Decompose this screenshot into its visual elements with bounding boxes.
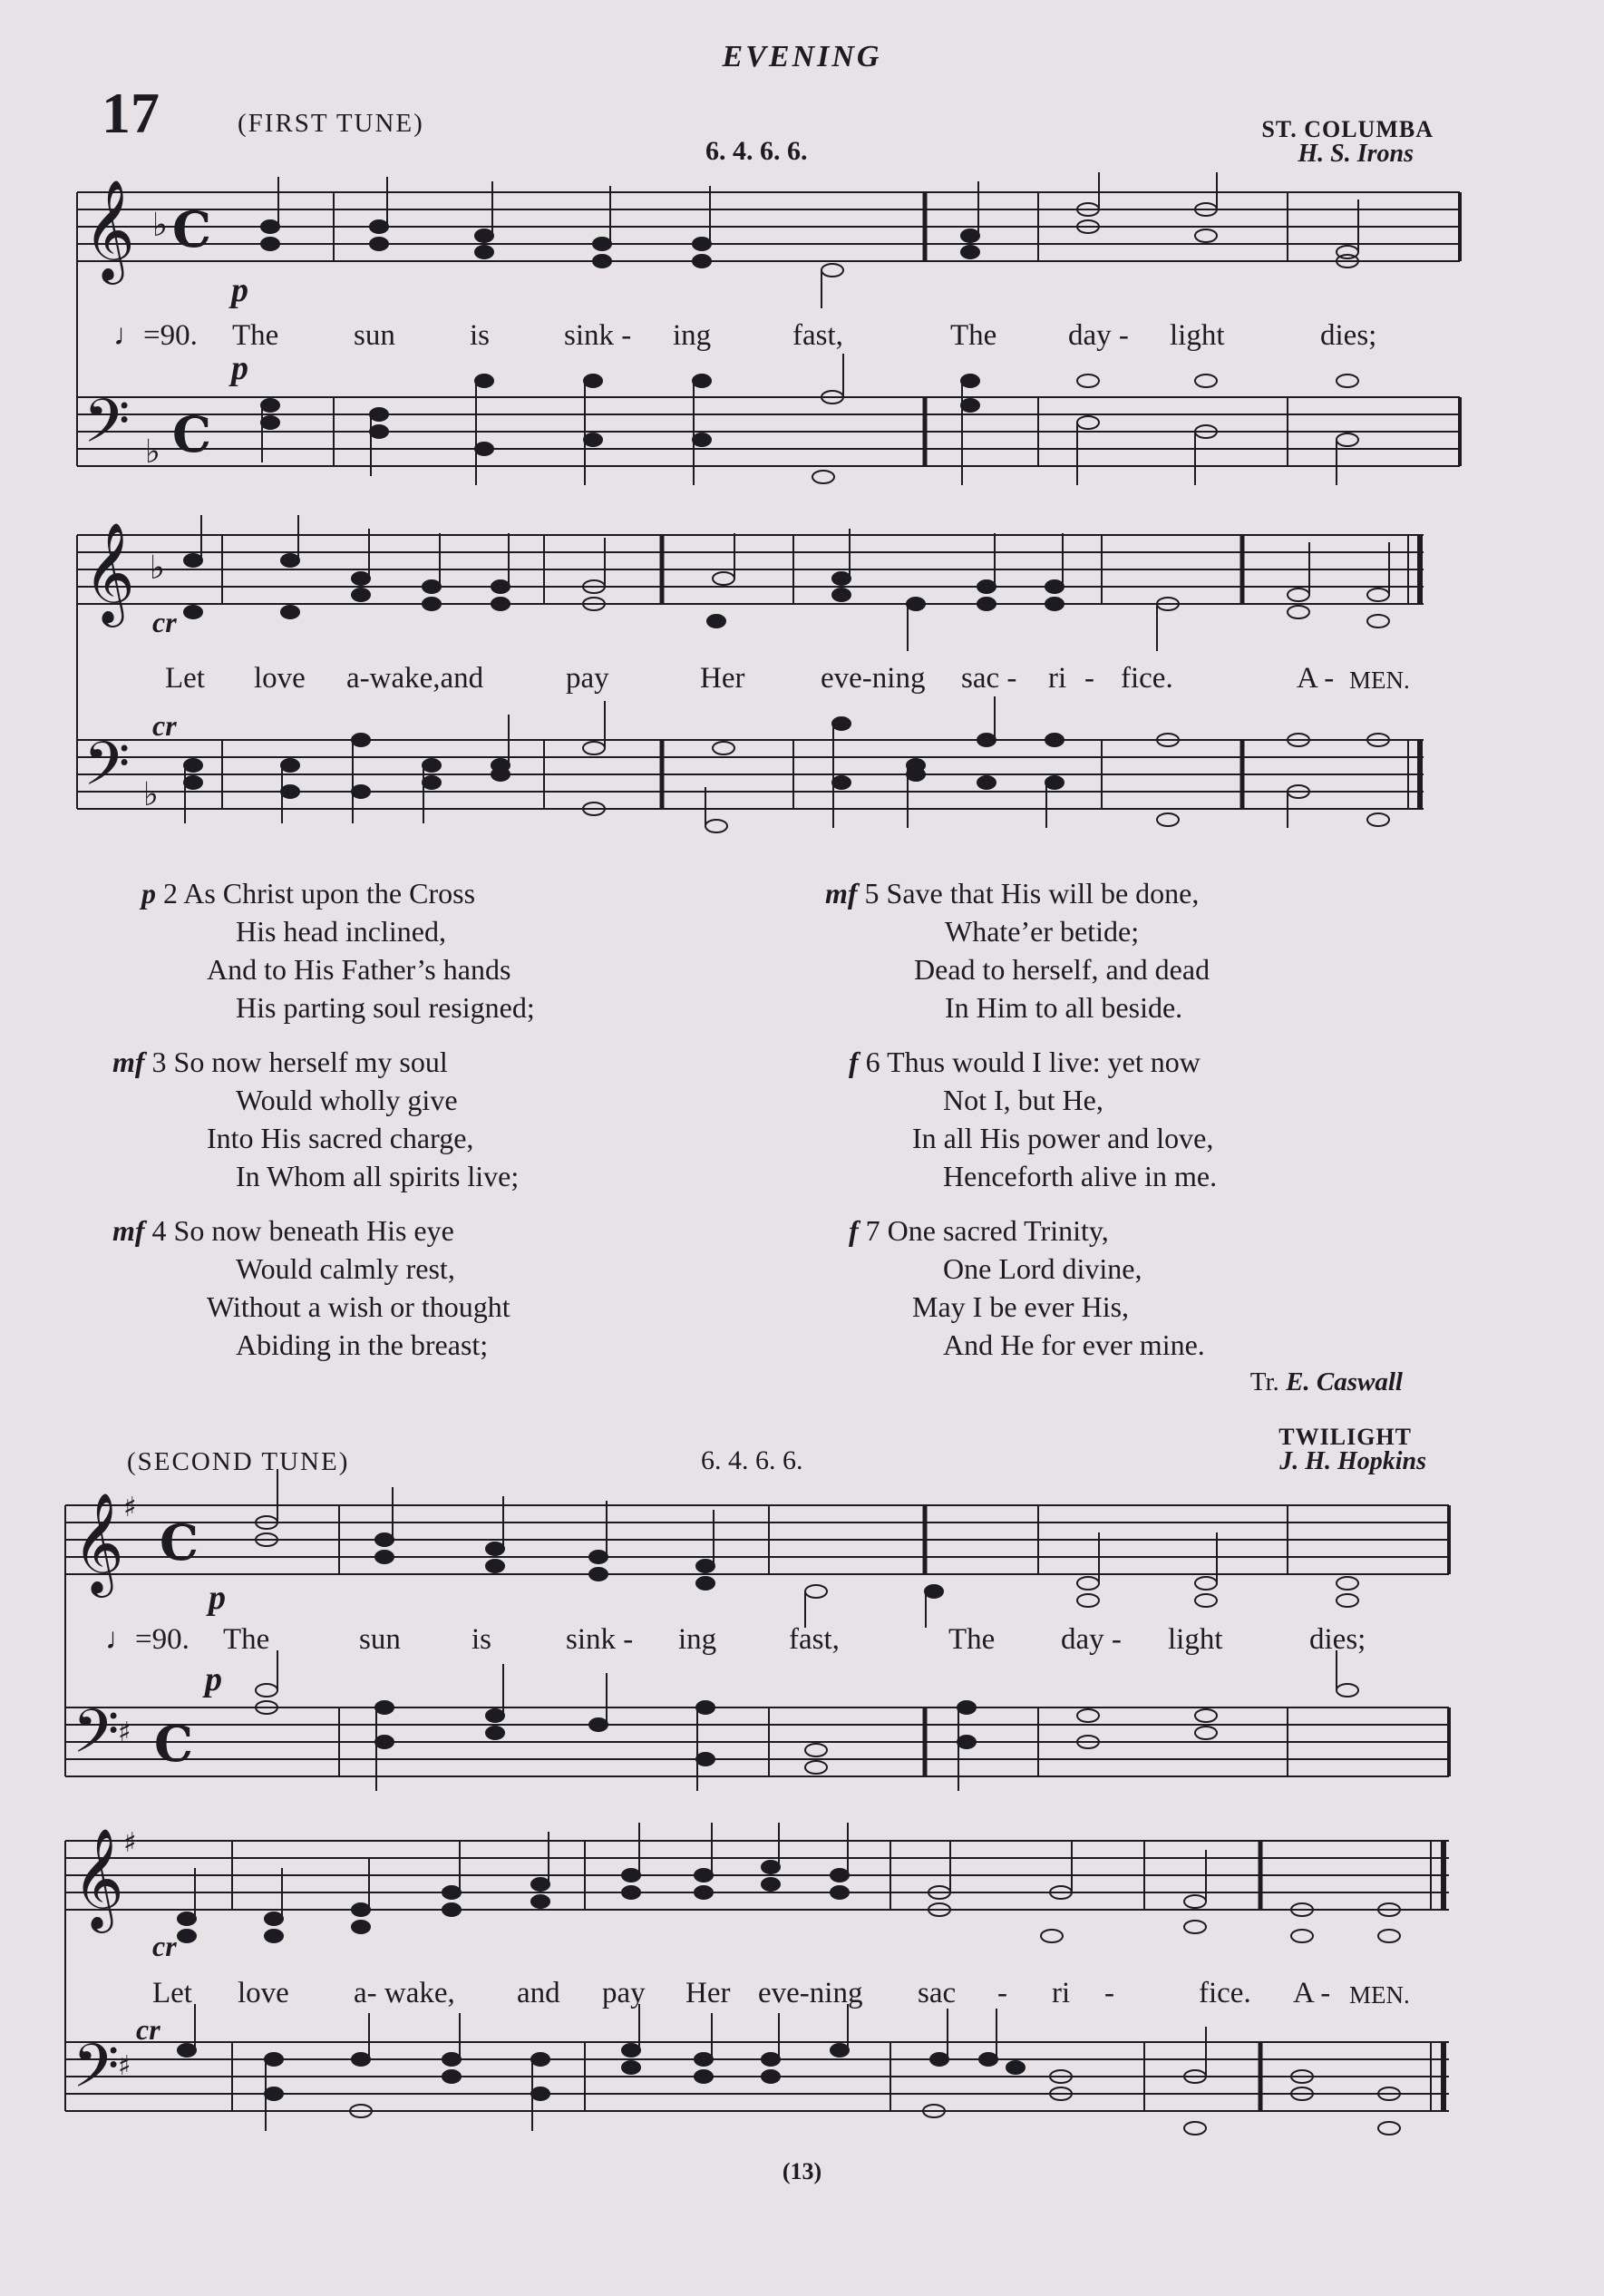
lyric-syllable: light bbox=[1170, 319, 1225, 352]
lyric-syllable: sink - bbox=[564, 319, 632, 352]
lyric-syllable: A - bbox=[1293, 1977, 1331, 2009]
lyric-syllable: sac - bbox=[961, 662, 1017, 695]
second-tune-dynamic-treble: p bbox=[209, 1579, 226, 1617]
second-tune-label: (SECOND TUNE) bbox=[127, 1447, 350, 1476]
lyric-syllable: MEN. bbox=[1349, 1981, 1410, 2009]
lyric-syllable: pay bbox=[602, 1977, 646, 2009]
lyric-syllable: day - bbox=[1068, 319, 1129, 352]
second-tune-name: TWILIGHT bbox=[1278, 1424, 1412, 1450]
lyric-syllable: a- wake, bbox=[354, 1977, 455, 2009]
lyric-syllable: a-wake,and bbox=[346, 662, 484, 695]
hymn-number: 17 bbox=[102, 81, 160, 145]
svg-text:𝄢: 𝄢 bbox=[83, 729, 131, 813]
lyric-syllable: MEN. bbox=[1349, 666, 1410, 694]
lyric-syllable: love bbox=[254, 662, 306, 695]
lyric-syllable: fice. bbox=[1199, 1977, 1251, 2009]
lyric-syllable: ing bbox=[678, 1623, 717, 1656]
lyric-syllable: dies; bbox=[1320, 319, 1377, 352]
lyric-syllable: ri bbox=[1048, 662, 1067, 695]
svg-text:𝄞: 𝄞 bbox=[83, 179, 135, 280]
lyric-syllable: sun bbox=[359, 1623, 401, 1656]
svg-text:C: C bbox=[172, 405, 211, 463]
svg-text:C: C bbox=[172, 200, 211, 258]
lyric-syllable: ing bbox=[673, 319, 712, 352]
lyric-syllable: The bbox=[950, 319, 997, 352]
lyric-syllable: ri bbox=[1052, 1977, 1071, 2009]
svg-text:𝄞: 𝄞 bbox=[73, 1492, 124, 1593]
lyric-syllable: - bbox=[1084, 662, 1094, 695]
lyric-syllable: The bbox=[948, 1623, 996, 1656]
lyric-syllable: pay bbox=[566, 662, 609, 695]
verse-4: mf 4 So now beneath His eye Would calmly rest, Without a wish or thought Abiding in the breast; bbox=[112, 1214, 510, 1361]
svg-text:♭: ♭ bbox=[150, 550, 165, 587]
svg-text:♯: ♯ bbox=[118, 2050, 131, 2082]
svg-text:𝄢: 𝄢 bbox=[73, 2031, 120, 2116]
first-tune-meter: 6. 4. 6. 6. bbox=[705, 136, 808, 166]
lyric-syllable: and bbox=[517, 1977, 560, 2009]
svg-text:𝄞: 𝄞 bbox=[73, 1827, 124, 1929]
verse-3: mf 3 So now herself my soul Would wholly give Into His sacred charge, In Whom all spirits live; bbox=[112, 1046, 520, 1192]
first-tune-name: ST. COLUMBA bbox=[1261, 116, 1434, 142]
lyric-syllable: fast, bbox=[792, 319, 843, 352]
lyric-syllable: sac bbox=[918, 1977, 957, 2009]
page-number: (13) bbox=[782, 2158, 822, 2184]
first-tune-label: (FIRST TUNE) bbox=[238, 109, 424, 138]
lyric-syllable: The bbox=[232, 319, 279, 352]
svg-text:♯: ♯ bbox=[123, 1827, 137, 1859]
verse-6: f 6 Thus would I live: yet now Not I, but He, In all His power and love, Henceforth alive in me. bbox=[849, 1046, 1218, 1192]
first-tune-dynamic-bass: p bbox=[231, 349, 248, 387]
svg-text:C: C bbox=[154, 1715, 193, 1773]
svg-text:𝄢: 𝄢 bbox=[73, 1697, 120, 1781]
second-tune-tempo: ♩=90. bbox=[105, 1623, 190, 1656]
first-tune-dynamic-treble: p bbox=[231, 271, 248, 309]
quarter-note-icon: ♩ bbox=[105, 1623, 135, 1656]
lyric-syllable: sink - bbox=[566, 1623, 634, 1656]
lyric-syllable: A - bbox=[1297, 662, 1335, 695]
page-title: EVENING bbox=[722, 40, 882, 73]
svg-text:C: C bbox=[160, 1513, 199, 1571]
quarter-note-icon: ♩ bbox=[113, 319, 143, 352]
first-tune-lyrics-1 bbox=[0, 319, 1604, 355]
lyric-syllable: - bbox=[997, 1977, 1007, 2009]
lyric-syllable: love bbox=[238, 1977, 289, 2009]
verse-2: p 2 As Christ upon the Cross His head inclined, And to His Father’s hands His parting soul resigned; bbox=[141, 877, 535, 1024]
lyric-syllable: eve-ning bbox=[821, 662, 926, 695]
lyric-syllable: Her bbox=[700, 662, 745, 695]
second-tune-lyrics-1 bbox=[0, 1623, 1604, 1659]
svg-text:𝄞: 𝄞 bbox=[83, 521, 135, 623]
svg-text:♭: ♭ bbox=[145, 433, 160, 471]
lyric-syllable: fice. bbox=[1121, 662, 1173, 695]
lyric-syllable: is bbox=[470, 319, 491, 352]
lyric-syllable: fast, bbox=[789, 1623, 840, 1656]
svg-text:♭: ♭ bbox=[152, 207, 168, 244]
second-tune-dynamic-bass: p bbox=[205, 1660, 222, 1698]
svg-text:♯: ♯ bbox=[118, 1717, 131, 1748]
svg-text:♭: ♭ bbox=[143, 776, 159, 813]
second-tune-lyrics-2 bbox=[0, 1977, 1604, 2013]
first-tune-lyrics-2 bbox=[0, 662, 1604, 698]
lyric-syllable: - bbox=[1104, 1977, 1114, 2009]
lyric-syllable: light bbox=[1168, 1623, 1223, 1656]
first-tune-tempo: ♩=90. bbox=[113, 319, 198, 352]
lyric-syllable: day - bbox=[1061, 1623, 1122, 1656]
verse-7: f 7 One sacred Trinity, One Lord divine, May I be ever His, And He for ever mine. bbox=[849, 1214, 1205, 1361]
second-tune-crescendo-treble: cr bbox=[152, 1930, 177, 1962]
first-tune-crescendo-bass: cr bbox=[152, 709, 177, 742]
second-tune-meter: 6. 4. 6. 6. bbox=[701, 1445, 803, 1475]
lyric-syllable: The bbox=[223, 1623, 270, 1656]
verse-5: mf 5 Save that His will be done, Whate’er betide; Dead to herself, and dead In Him to all beside. bbox=[825, 877, 1210, 1024]
lyric-syllable: is bbox=[471, 1623, 492, 1656]
first-tune-composer: H. S. Irons bbox=[1298, 140, 1414, 168]
translator-credit: Tr. E. Caswall bbox=[1249, 1367, 1403, 1396]
lyric-syllable: Her bbox=[685, 1977, 731, 2009]
lyric-syllable: Let bbox=[165, 662, 205, 695]
lyric-syllable: eve-ning bbox=[758, 1977, 863, 2009]
second-tune-composer: J. H. Hopkins bbox=[1279, 1447, 1426, 1475]
lyric-syllable: Let bbox=[152, 1977, 192, 2009]
svg-text:𝄢: 𝄢 bbox=[83, 386, 131, 471]
svg-text:♯: ♯ bbox=[123, 1492, 137, 1523]
first-tune-crescendo-treble: cr bbox=[152, 606, 177, 638]
lyric-syllable: sun bbox=[354, 319, 395, 352]
second-tune-crescendo-bass: cr bbox=[136, 2013, 160, 2046]
lyric-syllable: dies; bbox=[1309, 1623, 1366, 1656]
